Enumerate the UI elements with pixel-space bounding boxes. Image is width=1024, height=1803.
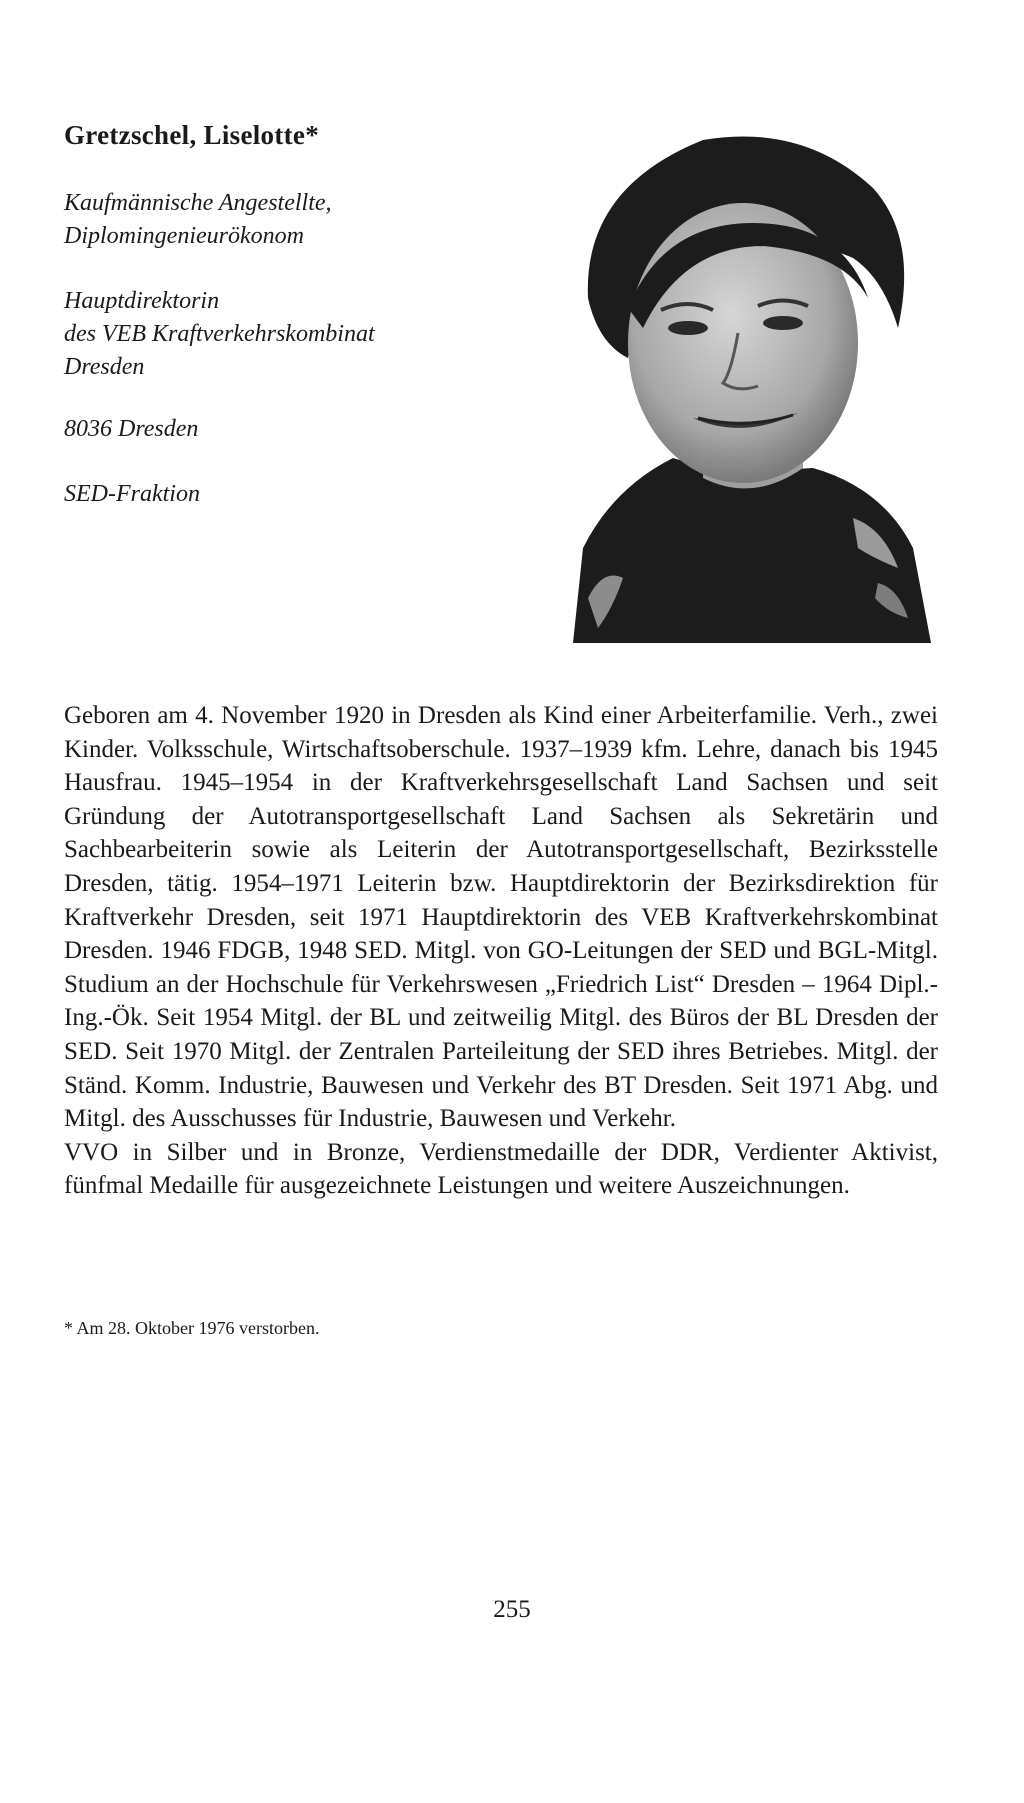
occupation-line: Kaufmännische Angestellte, <box>64 190 332 216</box>
position-line: Dresden <box>64 354 145 380</box>
biography-paragraph: Geboren am 4. November 1920 in Dresden als Kind einer Arbeiterfamilie. Verh., zwei Kinder. Volksschule, Wirtschaftsoberschule. 1937–1939 kfm. Lehre, danach bis 1945 Hausfrau. 1945–1954 in der Kraftverkehrsgesellschaft Land Sachsen und seit Gründung der Autotransportgesellschaft Land Sachsen als Sekretärin und Sachbearbeiterin sowie als Leiterin der Autotransportgesellschaft, Bezirksstelle Dresden, tätig. 1954–1971 Leiterin bzw. Hauptdirektorin der Bezirksdirektion für Kraftverkehr Dresden, seit 1971 Hauptdirektorin des VEB Kraftverkehrskombinat Dresden. 1946 FDGB, 1948 SED. Mitgl. von GO-Leitungen der SED und BGL-Mitgl. Studium an der Hochschule für Verkehrswesen „Friedrich List“ Dresden – 1964 Dipl.-Ing.-Ök. Seit 1954 Mitgl. der BL und zeitweilig Mitgl. des Büros der BL Dresden der SED. Seit 1970 Mitgl. der Zentralen Parteileitung der SED ihres Betriebes. Mitgl. der Ständ. Komm. Industrie, Bauwesen und Verkehr des BT Dresden. Seit 1971 Abg. und Mitgl. des Ausschusses für Industrie, Bauwesen und Verkehr. <box>64 702 938 1133</box>
occupation-line: Diplomingenieurökonom <box>64 223 304 249</box>
address: 8036 Dresden <box>64 416 199 442</box>
entry-name: Gretzschel, Liselotte* <box>64 120 320 150</box>
position-line: des VEB Kraftverkehrskombinat <box>64 321 375 347</box>
portrait-photo-icon <box>553 128 931 643</box>
biography <box>64 699 938 1203</box>
occupation <box>64 187 504 253</box>
position-line: Hauptdirektorin <box>64 288 220 314</box>
footnote: * Am 28. Oktober 1976 verstorben. <box>64 1318 320 1338</box>
position <box>64 285 504 384</box>
page-number: 255 <box>493 1596 531 1623</box>
biography-paragraph: VVO in Silber und in Bronze, Verdienstmedaille der DDR, Verdienter Aktivist, fünfmal Medaille für ausgezeichnete Leistungen und weitere Auszeichnungen. <box>64 1138 938 1200</box>
faction: SED-Fraktion <box>64 481 200 507</box>
